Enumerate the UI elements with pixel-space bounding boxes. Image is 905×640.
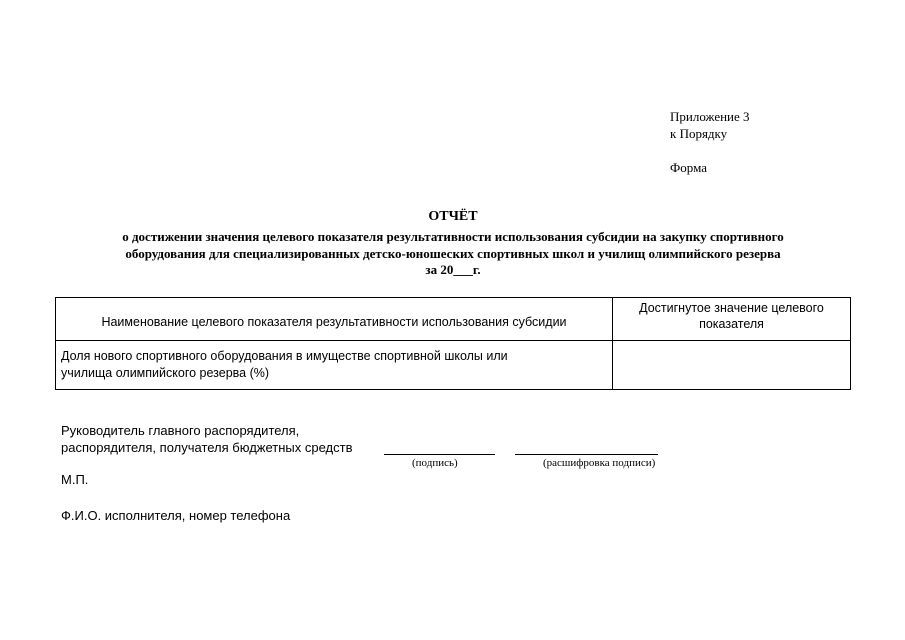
header-indicator-name: Наименование целевого показателя результативности использования субсидии [56,298,613,341]
report-title: ОТЧЁТ [428,209,478,224]
indicator-name-cell [56,341,613,390]
table-header-row [56,298,851,341]
header-achieved-value-line: Достигнутое значение целевого [639,301,824,315]
signature-decode-caption: (расшифровка подписи) [543,457,656,469]
indicator-name-line: училища олимпийского резерва (%) [61,366,270,380]
report-period: за 20___г. [425,262,481,277]
signature-line[interactable] [384,454,495,455]
header-achieved-value [613,298,851,341]
table-row [56,341,851,390]
stamp-label: М.П. [61,472,89,487]
signature-decode-line[interactable] [515,454,658,455]
report-subtitle [40,229,866,279]
signature-caption: (подпись) [412,457,458,469]
indicator-name-line: Доля нового спортивного оборудования в имуществе спортивной школы или [61,349,508,363]
report-subtitle-line: оборудования для специализированных детско-юношеских спортивных школ и училищ олимпийского резерва [125,245,781,261]
achieved-value-cell[interactable] [613,341,851,390]
appendix-block [670,108,750,176]
signatory-title-line: распорядителя, получателя бюджетных средств [61,440,353,455]
report-subtitle-line: о достижении значения целевого показателя результативности использования субсидии на закупку спортивного [122,229,784,244]
header-achieved-value-line: показателя [699,317,764,331]
executor-label: Ф.И.О. исполнителя, номер телефона [61,508,291,523]
appendix-reference: к Порядку [670,126,728,141]
signatory-title-line: Руководитель главного распорядителя, [61,423,300,438]
indicator-table [55,297,851,390]
appendix-number: Приложение 3 [670,109,750,124]
form-label: Форма [670,160,707,175]
